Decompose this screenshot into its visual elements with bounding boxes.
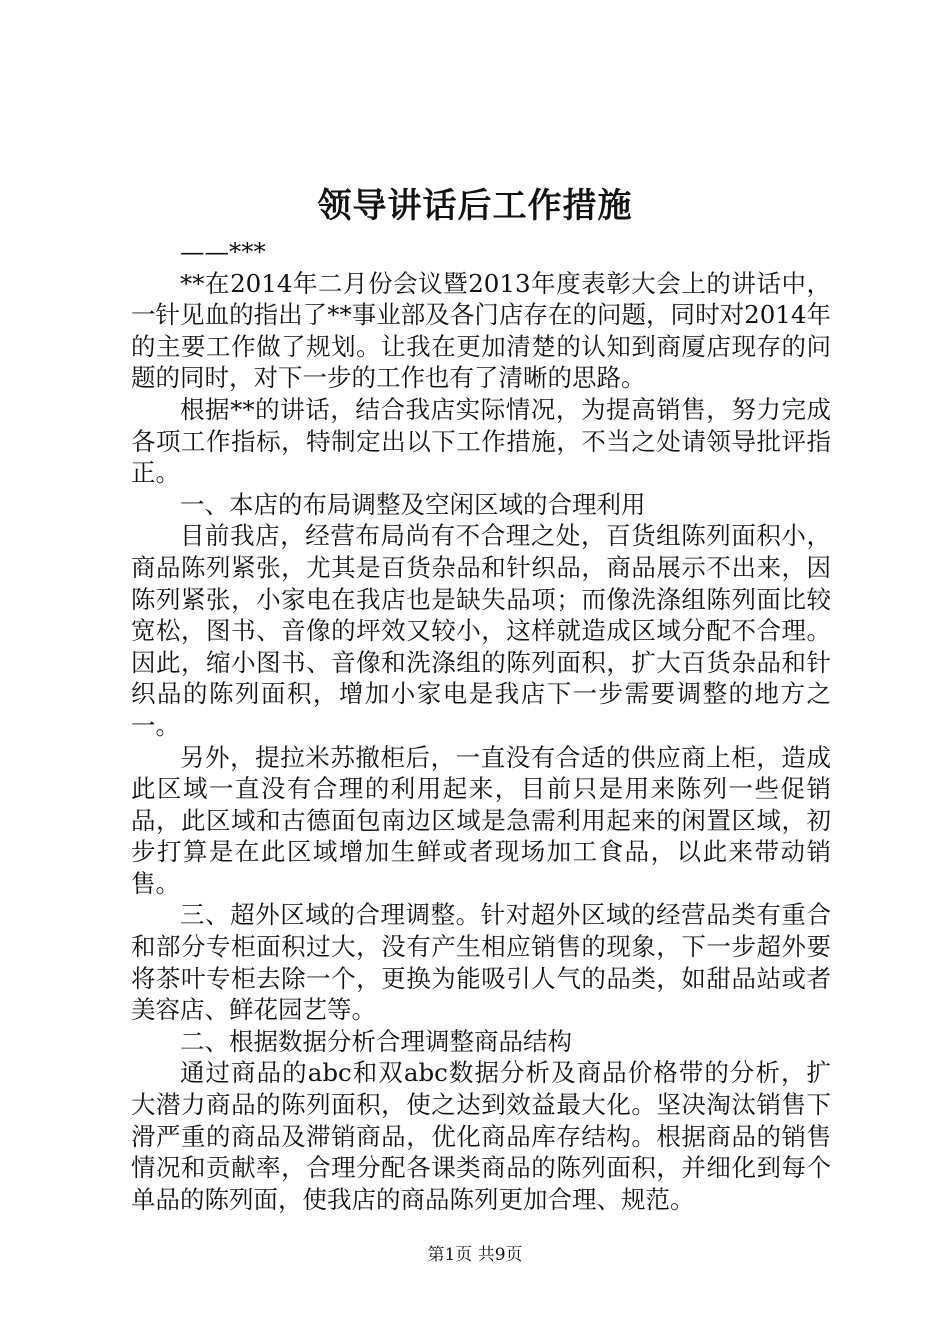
author-line: ——***	[180, 237, 266, 266]
paragraph-structure: 通过商品的abc和双abc数据分析及商品价格带的分析，扩大潜力商品的陈列面积，使之达到效益最大化。坚决淘汰销售下滑严重的商品及滞销商品，优化商品库存结构。根据商品的销售情况和贡献率，合理分配各课类商品的陈列面积，并细化到每个单品的陈列面，使我店的商品陈列更加合理、规范。	[131, 1058, 831, 1214]
paragraph-purpose: 根据**的讲话，结合我店实际情况，为提高销售，努力完成各项工作指标，特制定出以下工作措施，不当之处请领导批评指正。	[131, 394, 831, 488]
paragraph-layout: 目前我店，经营布局尚有不合理之处，百货组陈列面积小，商品陈列紧张，尤其是百货杂品和针织品，商品展示不出来，因陈列紧张，小家电在我店也是缺失品项；而像洗涤组陈列面比较宽松，图书、音像的坪效又较小，这样就造成区域分配不合理。因此，缩小图书、音像和洗涤组的陈列面积，扩大百货杂品和针织品的陈列面积，增加小家电是我店下一步需要调整的地方之一。	[131, 521, 831, 740]
section-heading-layout: 一、本店的布局调整及空闲区域的合理利用	[180, 489, 646, 519]
document-title: 领导讲话后工作措施	[317, 186, 633, 226]
document-body	[131, 236, 831, 1215]
page-footer: 第1页 共9页	[427, 1245, 523, 1265]
section-heading-structure: 二、根据数据分析合理调整商品结构	[180, 1026, 572, 1056]
paragraph-intro: **在2014年二月份会议暨2013年度表彰大会上的讲话中，一针见血的指出了**事业部及各门店存在的问题，同时对2014年的主要工作做了规划。让我在更加清楚的认知到商厦店现存的问题的同时，对下一步的工作也有了清晰的思路。	[131, 268, 831, 393]
paragraph-outer-area: 三、超外区域的合理调整。针对超外区域的经营品类有重合和部分专柜面积过大，没有产生相应销售的现象，下一步超外要将茶叶专柜去除一个，更换为能吸引人气的品类，如甜品站或者美容店、鲜花园艺等。	[131, 900, 831, 1025]
paragraph-idle-area: 另外，提拉米苏撤柜后，一直没有合适的供应商上柜，造成此区域一直没有合理的利用起来，目前只是用来陈列一些促销品，此区域和古德面包南边区域是急需利用起来的闲置区域，初步打算是在此区域增加生鲜或者现场加工食品，以此来带动销售。	[131, 742, 831, 898]
